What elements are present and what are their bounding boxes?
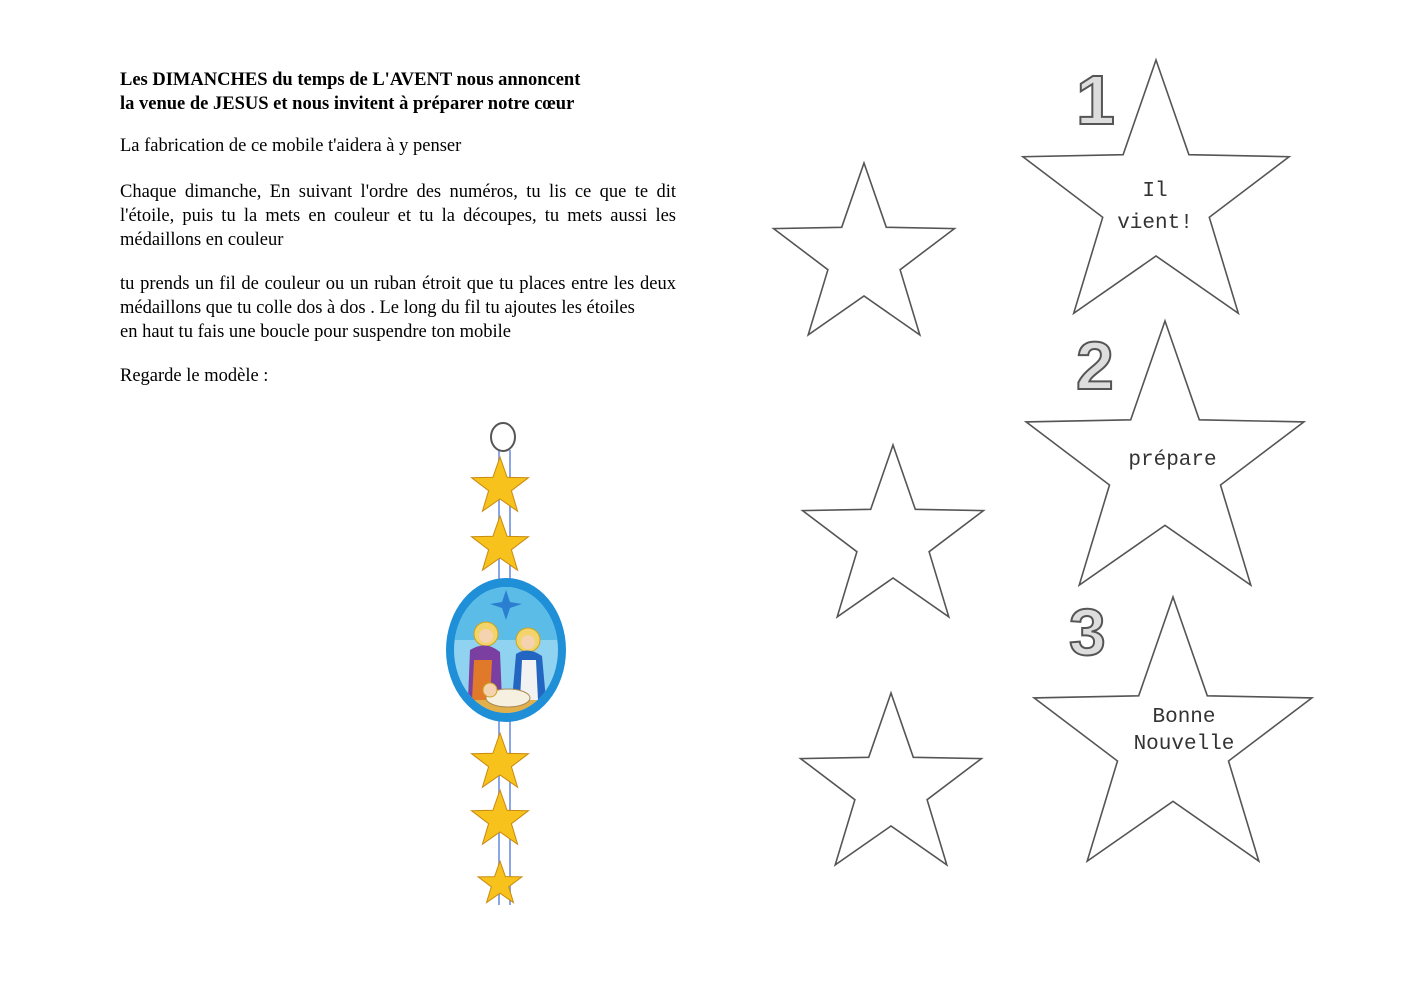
number-1-label [1076, 61, 1115, 139]
title-line-2: la venue de JESUS et nous invitent à préparer notre cœur [120, 94, 575, 114]
star-3-line-2: Nouvelle [1133, 733, 1235, 756]
number-2-label [1076, 328, 1114, 404]
star-1-line-2: vient! [1117, 212, 1193, 235]
mobile-model-illustration [446, 423, 566, 905]
instructions-text: Chaque dimanche, En suivant l'ordre des numéros, tu lis ce que te dit l'étoile, puis tu la mets en couleur et tu la découpes, tu mets aussi les médaillons en couleur [120, 182, 676, 250]
hanging-loop [491, 423, 515, 451]
number-3-label [1069, 595, 1106, 669]
outline-star-2 [803, 445, 984, 617]
outline-star-1 [774, 163, 955, 335]
intro-text: La fabrication de ce mobile t'aidera à y penser [120, 136, 462, 156]
model-label: Regarde le modèle : [120, 366, 269, 386]
assembly-text: tu prends un fil de couleur ou un ruban étroit que tu places entre les deux médaillons que tu colle dos à dos . Le long du fil tu ajoutes les étoiles [120, 274, 676, 318]
assembly-text-2: en haut tu fais une boucle pour suspendre ton mobile [120, 322, 511, 342]
star-1-text [1100, 178, 1210, 237]
star-3-line-1: Bonne [1152, 706, 1216, 729]
nativity-medallion [446, 578, 566, 722]
star-1-line-1: Il [1142, 180, 1168, 203]
star-3-text [1115, 704, 1253, 758]
title-line-1: Les DIMANCHES du temps de L'AVENT nous annoncent [120, 70, 581, 90]
svg-text:2: 2 [1076, 328, 1114, 404]
outline-star-3 [801, 693, 982, 865]
star-2-line-1: prépare [1128, 449, 1217, 472]
star-2-text [1105, 447, 1240, 474]
svg-text:1: 1 [1076, 61, 1115, 139]
svg-text:3: 3 [1069, 595, 1106, 669]
